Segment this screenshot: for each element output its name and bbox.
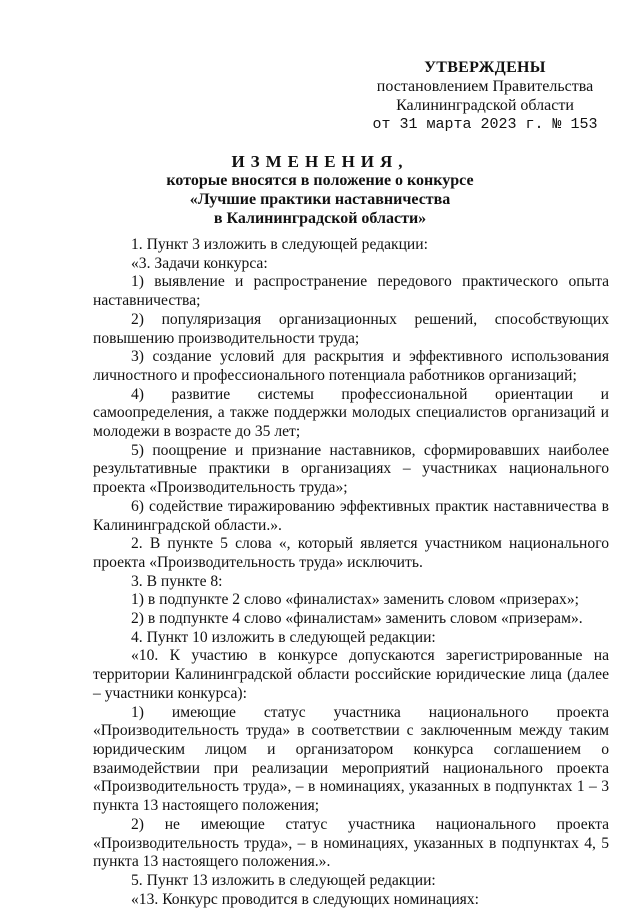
paragraph: 3. В пункте 8: bbox=[131, 572, 223, 590]
paragraph: 3) создание условий для раскрытия и эффективного использования личностного и профессионального потенциала работников организаций; bbox=[93, 348, 609, 384]
paragraph: 6) содействие тиражированию эффективных практик наставничества в Калининградской области.». bbox=[93, 497, 609, 534]
paragraph: 4. Пункт 10 изложить в следующей редакции: bbox=[131, 628, 436, 646]
document-heading bbox=[70, 152, 570, 228]
paragraph: 1) выявление и распространение передового практического опыта наставничества; bbox=[93, 273, 609, 310]
approval-line-2: Калининградской области bbox=[396, 97, 574, 114]
approval-block bbox=[360, 58, 610, 134]
approval-date-line: от 31 марта 2023 г. № 153 bbox=[372, 116, 598, 133]
paragraph: 5) поощрение и признание наставников, сформировавших наиболее результативные практики в организациях – участниках национального проекта «Производительность труда»; bbox=[93, 441, 609, 497]
approval-title: УТВЕРЖДЕНЫ bbox=[424, 59, 546, 76]
paragraph: 2. В пункте 5 слова «, который является участником национального проекта «Производительность труда» исключить. bbox=[93, 535, 609, 571]
heading-title: ИЗМЕНЕНИЯ, bbox=[231, 152, 409, 171]
paragraph: «10. К участию в конкурсе допускаются зарегистрированные на территории Калининградской области российские юридические лица (далее – участники конкурса): bbox=[93, 647, 609, 702]
paragraph: «13. Конкурс проводится в следующих номинациях: bbox=[131, 890, 479, 908]
heading-line-2: «Лучшие практики наставничества bbox=[189, 191, 451, 208]
document-body bbox=[93, 236, 609, 909]
paragraph: 5. Пункт 13 изложить в следующей редакции: bbox=[131, 871, 436, 889]
paragraph: 1) имеющие статус участника национального проекта «Производительность труда» в соответствии с заключенным между таким юридическим лицом и организатором конкурса соглашением о взаимодействии при реализации мероприятий национального проекта «Производительность труда», – в номинациях, указанных в подпунктах 1 – 3 пункта 13 настоящего положения; bbox=[93, 703, 609, 815]
paragraph: 4) развитие системы профессиональной ориентации и самоопределения, а также поддержки молодых специалистов организаций и молодежи в возрасте до 35 лет; bbox=[93, 385, 609, 441]
paragraph: 2) в подпункте 4 слово «финалистам» заменить словом «призерам». bbox=[131, 610, 583, 628]
paragraph: 1) в подпункте 2 слово «финалистах» заменить словом «призерах»; bbox=[131, 591, 579, 609]
paragraph: 2) популяризация организационных решений, способствующих повышению производительности труда; bbox=[93, 310, 609, 347]
paragraph: 1. Пункт 3 изложить в следующей редакции: bbox=[131, 236, 428, 253]
paragraph: «3. Задачи конкурса: bbox=[131, 254, 268, 272]
approval-line-1: постановлением Правительства bbox=[376, 78, 594, 95]
heading-line-1: которые вносятся в положение о конкурсе bbox=[166, 172, 474, 189]
heading-line-3: в Калининградской области» bbox=[213, 210, 427, 227]
paragraph: 2) не имеющие статус участника национального проекта «Производительность труда», – в номинациях, указанных в подпунктах 4, 5 пункта 13 настоящего положения.». bbox=[93, 815, 609, 871]
